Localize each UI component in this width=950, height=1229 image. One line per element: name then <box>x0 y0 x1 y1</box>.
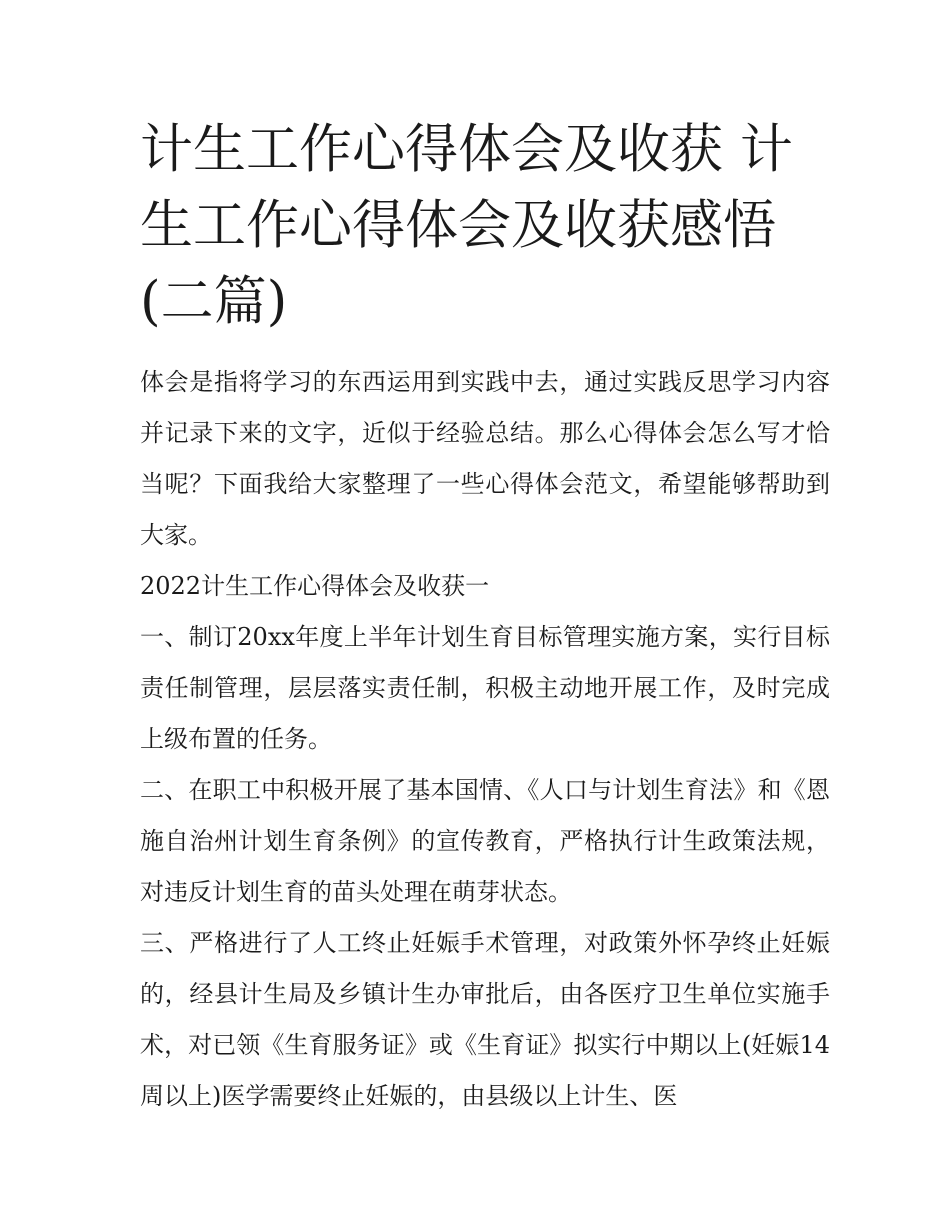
list-item: 一、制订20xx年度上半年计划生育目标管理实施方案，实行目标责任制管理，层层落实责任制，积极主动地开展工作，及时完成上级布置的任务。 <box>140 623 830 753</box>
document-page <box>140 112 830 1122</box>
list-item: 三、严格进行了人工终止妊娠手术管理，对政策外怀孕终止妊娠的，经县计生局及乡镇计生办审批后，由各医疗卫生单位实施手术，对已领《生育服务证》或《生育证》拟实行中期以上(妊娠14周以上)医学需要终止妊娠的，由县级以上计生、医 <box>140 929 830 1110</box>
intro-paragraph: 体会是指将学习的东西运用到实践中去，通过实践反思学习内容并记录下来的文字，近似于经验总结。那么心得体会怎么写才恰当呢？下面我给大家整理了一些心得体会范文，希望能够帮助到大家。 <box>140 368 830 549</box>
list-item: 二、在职工中积极开展了基本国情、《人口与计划生育法》和《恩施自治州计划生育条例》的宣传教育，严格执行计生政策法规，对违反计划生育的苗头处理在萌芽状态。 <box>140 776 830 906</box>
document-title: 计生工作心得体会及收获 计生工作心得体会及收获感悟(二篇) <box>140 119 793 332</box>
section-heading: 2022计生工作心得体会及收获一 <box>140 572 490 600</box>
